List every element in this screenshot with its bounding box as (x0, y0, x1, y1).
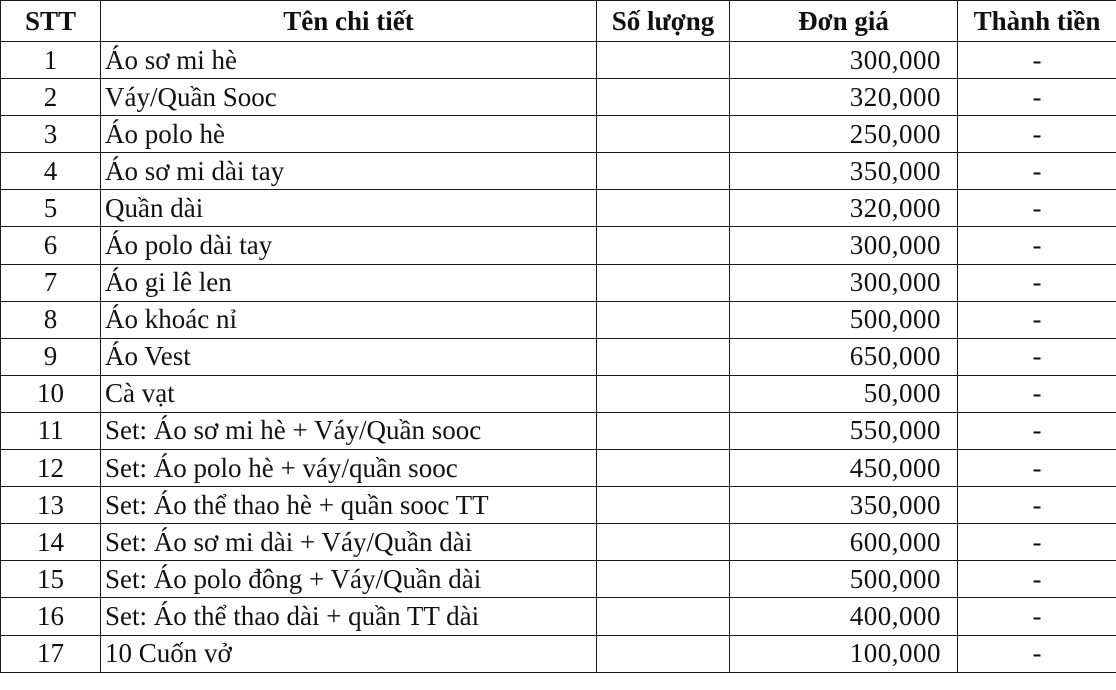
row-quantity-cell[interactable] (597, 375, 730, 412)
row-name-cell: 10 Cuốn vở (101, 635, 597, 672)
row-total-cell: - (958, 524, 1116, 561)
row-stt-cell: 13 (1, 487, 101, 524)
row-stt-cell: 7 (1, 264, 101, 301)
row-price-cell: 500,000 (730, 301, 958, 338)
row-price-cell: 350,000 (730, 487, 958, 524)
row-price-cell: 300,000 (730, 264, 958, 301)
row-price-cell: 350,000 (730, 153, 958, 190)
header-name: Tên chi tiết (101, 1, 597, 42)
row-quantity-cell[interactable] (597, 635, 730, 672)
row-total-cell: - (958, 412, 1116, 449)
row-price-cell: 320,000 (730, 79, 958, 116)
row-total-cell: - (958, 227, 1116, 264)
row-total-cell: - (958, 561, 1116, 598)
row-price-cell: 250,000 (730, 116, 958, 153)
row-stt-cell: 16 (1, 598, 101, 635)
row-total-cell: - (958, 338, 1116, 375)
header-stt: STT (1, 1, 101, 42)
table-row (1, 42, 1116, 79)
row-name-cell: Áo khoác nỉ (101, 301, 597, 338)
row-quantity-cell[interactable] (597, 598, 730, 635)
row-price-cell: 500,000 (730, 561, 958, 598)
row-stt-cell: 11 (1, 412, 101, 449)
row-price-cell: 320,000 (730, 190, 958, 227)
row-total-cell: - (958, 487, 1116, 524)
row-total-cell: - (958, 375, 1116, 412)
row-stt-cell: 15 (1, 561, 101, 598)
table-row (1, 450, 1116, 487)
row-stt-cell: 2 (1, 79, 101, 116)
row-stt-cell: 4 (1, 153, 101, 190)
row-quantity-cell[interactable] (597, 264, 730, 301)
table-row (1, 375, 1116, 412)
row-quantity-cell[interactable] (597, 79, 730, 116)
row-stt-cell: 9 (1, 338, 101, 375)
table-row (1, 264, 1116, 301)
header-row (1, 1, 1116, 42)
row-total-cell: - (958, 190, 1116, 227)
row-name-cell: Áo polo hè (101, 116, 597, 153)
row-stt-cell: 14 (1, 524, 101, 561)
table-row (1, 487, 1116, 524)
table-header (1, 1, 1116, 42)
row-quantity-cell[interactable] (597, 487, 730, 524)
row-quantity-cell[interactable] (597, 301, 730, 338)
row-stt-cell: 8 (1, 301, 101, 338)
table-row (1, 116, 1116, 153)
table-row (1, 338, 1116, 375)
table-row (1, 561, 1116, 598)
row-price-cell: 300,000 (730, 42, 958, 79)
row-name-cell: Set: Áo polo hè + váy/quần sooc (101, 450, 597, 487)
row-stt-cell: 3 (1, 116, 101, 153)
row-price-cell: 100,000 (730, 635, 958, 672)
row-name-cell: Áo sơ mi dài tay (101, 153, 597, 190)
row-stt-cell: 17 (1, 635, 101, 672)
row-name-cell: Cà vạt (101, 375, 597, 412)
row-total-cell: - (958, 301, 1116, 338)
row-total-cell: - (958, 635, 1116, 672)
header-total: Thành tiền (958, 1, 1116, 42)
row-name-cell: Váy/Quần Sooc (101, 79, 597, 116)
row-quantity-cell[interactable] (597, 227, 730, 264)
table-row (1, 598, 1116, 635)
row-stt-cell: 1 (1, 42, 101, 79)
row-name-cell: Áo gi lê len (101, 264, 597, 301)
row-name-cell: Set: Áo thể thao dài + quần TT dài (101, 598, 597, 635)
row-total-cell: - (958, 264, 1116, 301)
row-name-cell: Áo sơ mi hè (101, 42, 597, 79)
header-price: Đơn giá (730, 1, 958, 42)
row-total-cell: - (958, 153, 1116, 190)
row-stt-cell: 6 (1, 227, 101, 264)
row-name-cell: Set: Áo thể thao hè + quần sooc TT (101, 487, 597, 524)
row-name-cell: Áo polo dài tay (101, 227, 597, 264)
row-name-cell: Quần dài (101, 190, 597, 227)
table-row (1, 635, 1116, 672)
row-stt-cell: 10 (1, 375, 101, 412)
table-row (1, 412, 1116, 449)
row-name-cell: Set: Áo sơ mi hè + Váy/Quần sooc (101, 412, 597, 449)
row-name-cell: Áo Vest (101, 338, 597, 375)
row-quantity-cell[interactable] (597, 450, 730, 487)
row-quantity-cell[interactable] (597, 153, 730, 190)
row-total-cell: - (958, 79, 1116, 116)
row-price-cell: 650,000 (730, 338, 958, 375)
header-qty: Số lượng (597, 1, 730, 42)
row-name-cell: Set: Áo sơ mi dài + Váy/Quần dài (101, 524, 597, 561)
row-stt-cell: 12 (1, 450, 101, 487)
row-total-cell: - (958, 116, 1116, 153)
row-quantity-cell[interactable] (597, 42, 730, 79)
row-price-cell: 400,000 (730, 598, 958, 635)
row-quantity-cell[interactable] (597, 524, 730, 561)
row-stt-cell: 5 (1, 190, 101, 227)
row-price-cell: 50,000 (730, 375, 958, 412)
table-row (1, 190, 1116, 227)
row-quantity-cell[interactable] (597, 561, 730, 598)
table-row (1, 524, 1116, 561)
table-body (1, 42, 1116, 673)
row-price-cell: 450,000 (730, 450, 958, 487)
row-total-cell: - (958, 42, 1116, 79)
row-price-cell: 300,000 (730, 227, 958, 264)
row-total-cell: - (958, 598, 1116, 635)
row-total-cell: - (958, 450, 1116, 487)
row-name-cell: Set: Áo polo đông + Váy/Quần dài (101, 561, 597, 598)
row-quantity-cell[interactable] (597, 190, 730, 227)
table-row (1, 227, 1116, 264)
table-row (1, 153, 1116, 190)
row-quantity-cell[interactable] (597, 412, 730, 449)
table-row (1, 301, 1116, 338)
row-quantity-cell[interactable] (597, 338, 730, 375)
row-price-cell: 550,000 (730, 412, 958, 449)
row-quantity-cell[interactable] (597, 116, 730, 153)
row-price-cell: 600,000 (730, 524, 958, 561)
table-row (1, 79, 1116, 116)
